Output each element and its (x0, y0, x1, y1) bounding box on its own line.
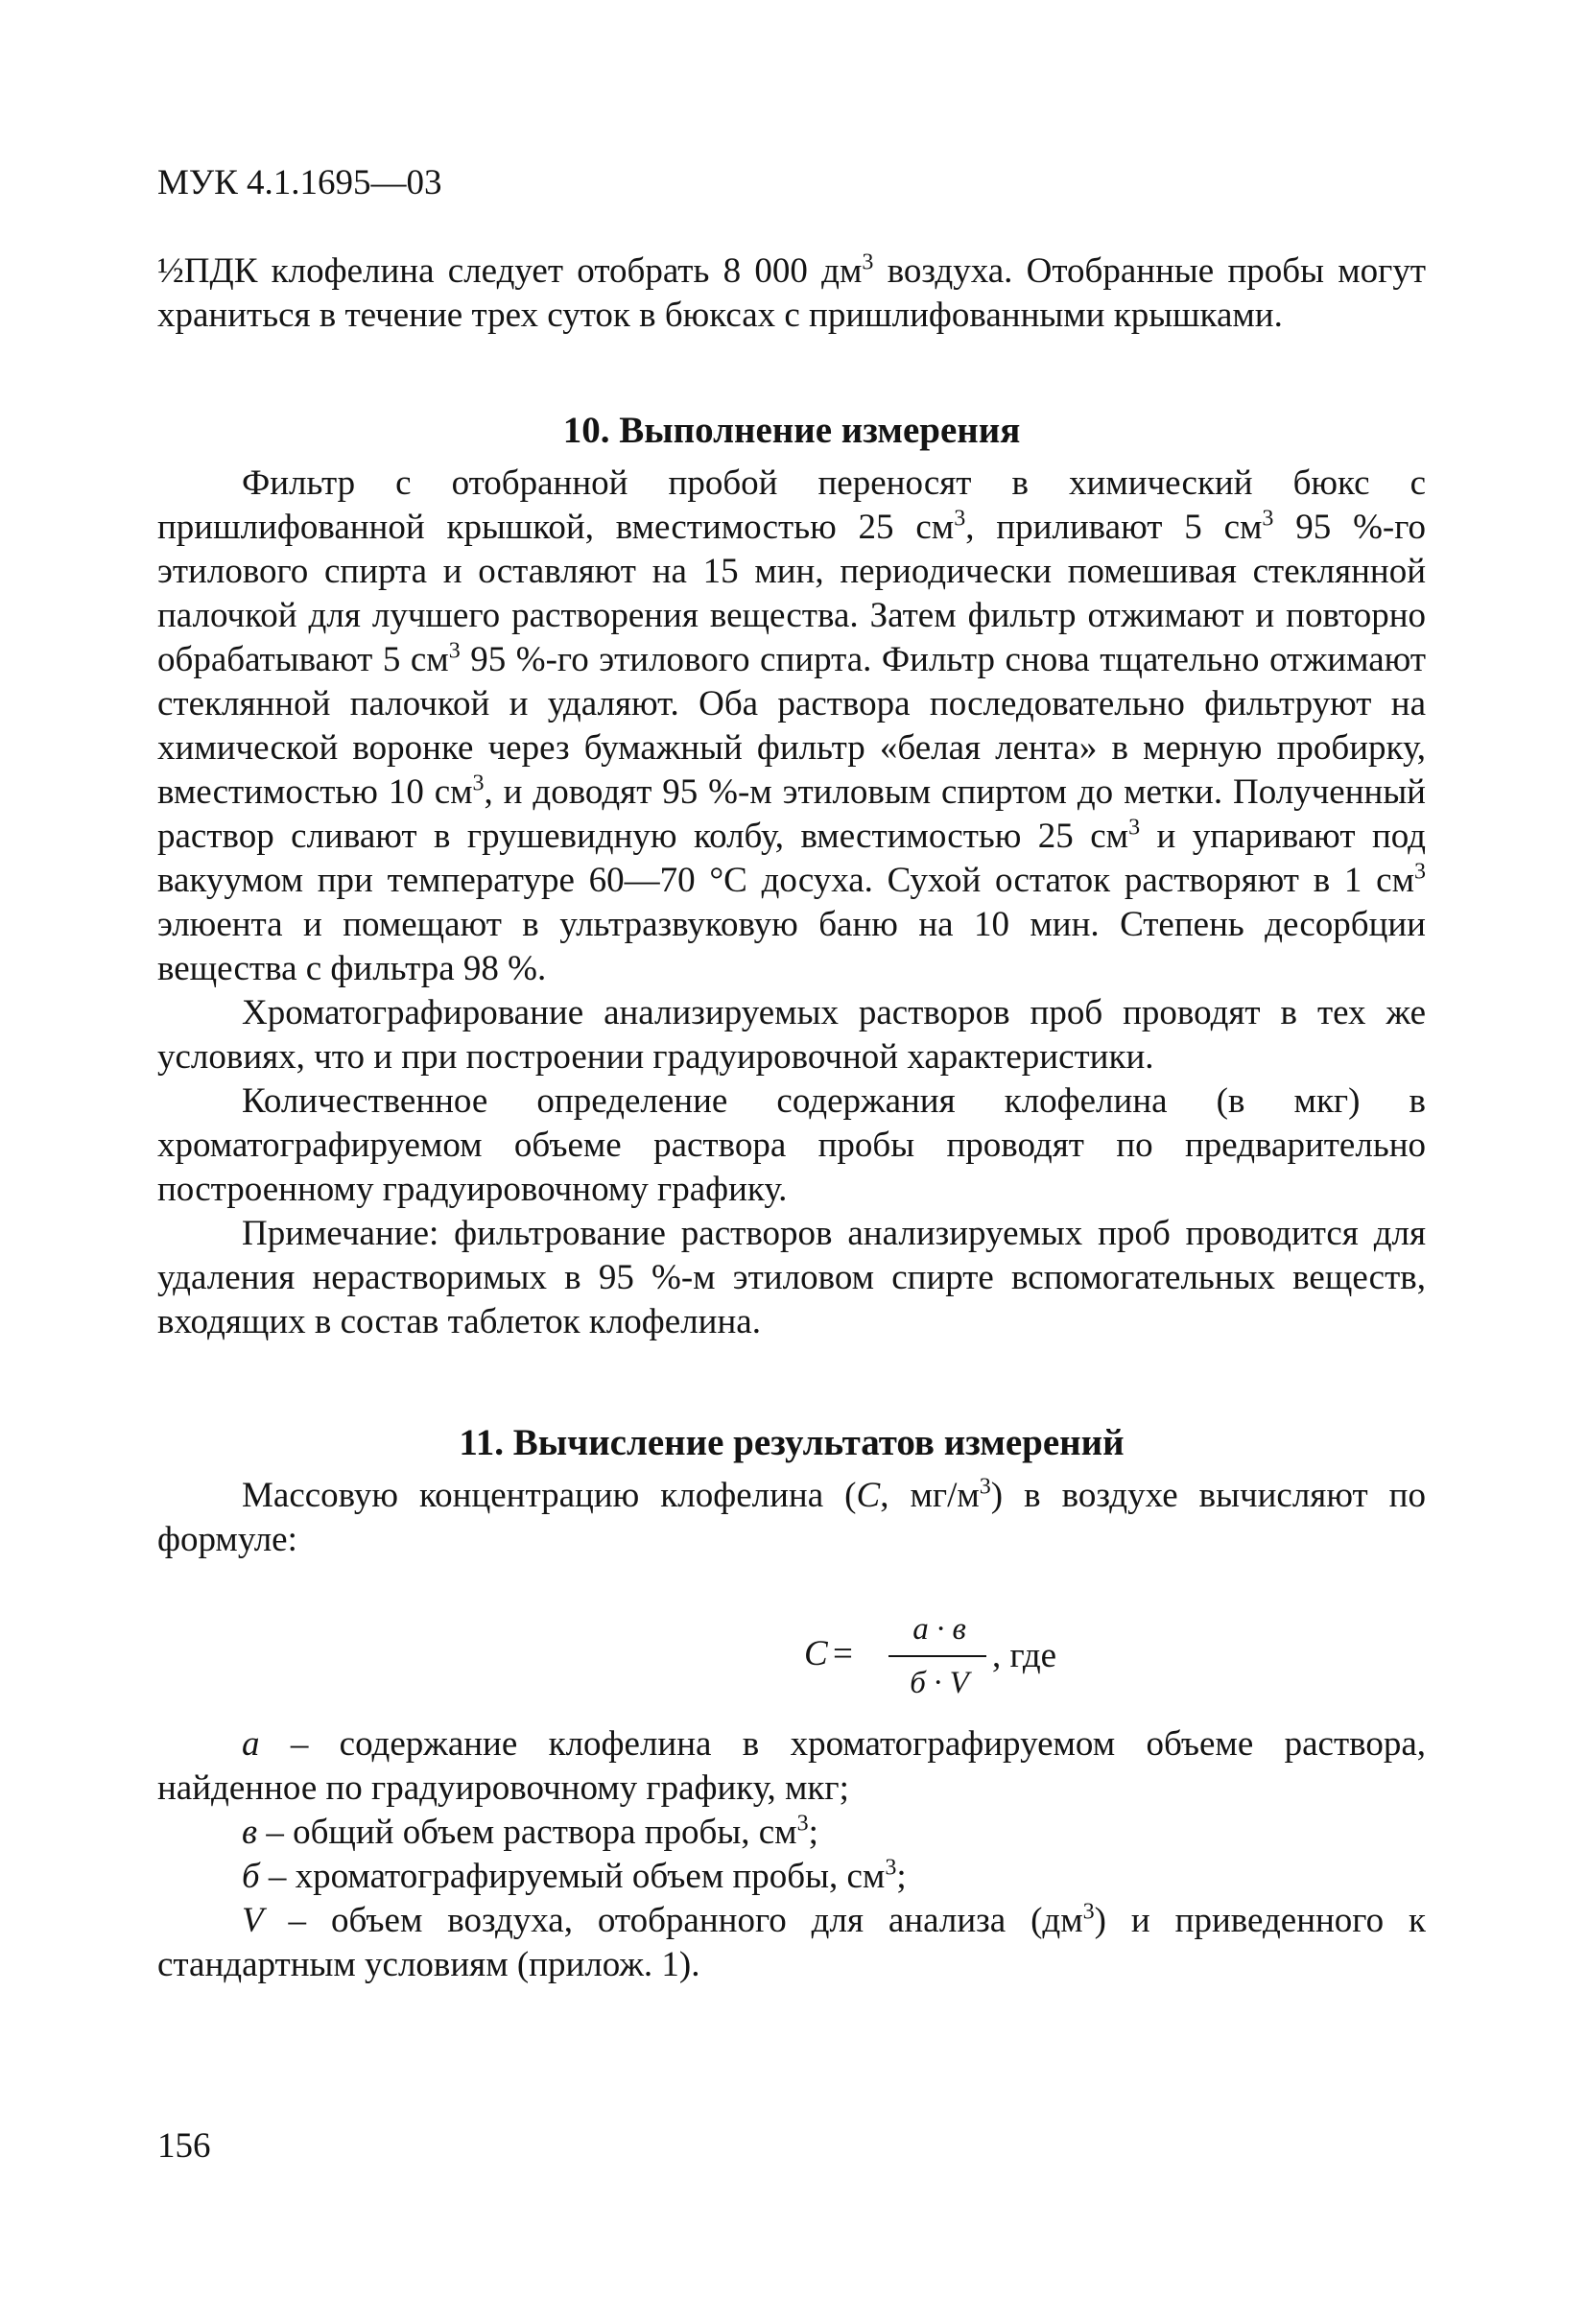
section-10-note: Примечание: фильтрование растворов анализируемых проб проводится для удаления нерастворимых в 95 %-м этиловом спирте вспомогательных веществ, входящих в состав таблеток клофелина. (157, 1214, 1426, 1341)
variable-definitions (157, 1722, 1426, 1987)
running-head: МУК 4.1.1695—03 (157, 163, 442, 202)
section-11 (157, 1420, 1426, 1562)
page-number: 156 (157, 2126, 211, 2166)
section-10-paragraph-3: Количественное определение содержания клофелина (в мкг) в хроматографируемом объеме раствора пробы проводят по предварительно построенному градуировочному графику. (157, 1081, 1426, 1209)
half-fraction: ½ (157, 251, 184, 291)
section-10-paragraph-1: Фильтр с отобранной пробой переносят в химический бюкс с пришлифованной крышкой, вместимостью 25 $см^3$, приливают 5 $см^3$ 95 %-го этилового спирта и оставляют на 15 мин, периодически помешивая стеклянной палочкой для лучшего растворения вещества. Затем фильтр отжимают и повторно обрабатывают 5 $см^3$ 95 %-го этилового спирта. Фильтр снова тщательно отжимают стеклянной палочкой и удаляют. Оба раствора последовательно фильтруют на химической воронке через бумажный фильтр «белая лента» в мерную пробирку, вместимостью 10 $см^3$, и доводят 95 %-м этиловым спиртом до метки. Полученный раствор сливают в грушевидную колбу, вместимостью 25 $см^3$ и упаривают под вакуумом при температуре 60—70 °С досуха. Сухой остаток растворяют в 1 $см^3$ элюента и помещают в ультразвуковую баню на 10 мин. Степень десорбции вещества с фильтра 98 %. (157, 463, 1427, 988)
formula-denominator: б · V (910, 1666, 969, 1700)
section-11-paragraph-1: Массовую концентрацию клофелина (С, $мг/м^3$) в воздухе вычисляют по формуле: (157, 1474, 1426, 1559)
formula-block (157, 1607, 1426, 1703)
fraction-bar (888, 1655, 986, 1657)
definition-a: а – содержание клофелина в хроматографируемом объеме раствора, найденное по градуировочному графику, мкг; (157, 1724, 1426, 1808)
document-page (157, 0, 1426, 2324)
definition-v: в – общий объем раствора пробы, $см^3$; (242, 1811, 818, 1852)
definition-V: V – объем воздуха, отобранного для анализа $(дм^3)$ и приведенного к стандартным условиям (прилож. 1). (157, 1899, 1426, 1984)
section-10 (157, 408, 1426, 1344)
formula-numerator: а · в (912, 1612, 966, 1647)
section-11-heading: 11. Вычисление результатов измерений (459, 1422, 1125, 1463)
section-10-heading: 10. Выполнение измерения (562, 410, 1021, 451)
intro-paragraph: ½ПДК клофелина следует отобрать 8 000 $дм^3$ воздуха. Отобранные пробы могут храниться в течение трех суток в бюксах с пришлифованными крышками. (157, 249, 1426, 335)
concentration-formula (157, 1607, 1426, 1703)
formula-equals: = (833, 1634, 853, 1673)
formula-suffix: , где (992, 1636, 1057, 1675)
definition-b: б – хроматографируемый объем пробы, $см^3$; (242, 1855, 907, 1896)
section-10-paragraph-2: Хроматографирование анализируемых растворов проб проводят в тех же условиях, что и при построении градуировочной характеристики. (157, 993, 1426, 1077)
formula-lhs: С (804, 1634, 828, 1673)
